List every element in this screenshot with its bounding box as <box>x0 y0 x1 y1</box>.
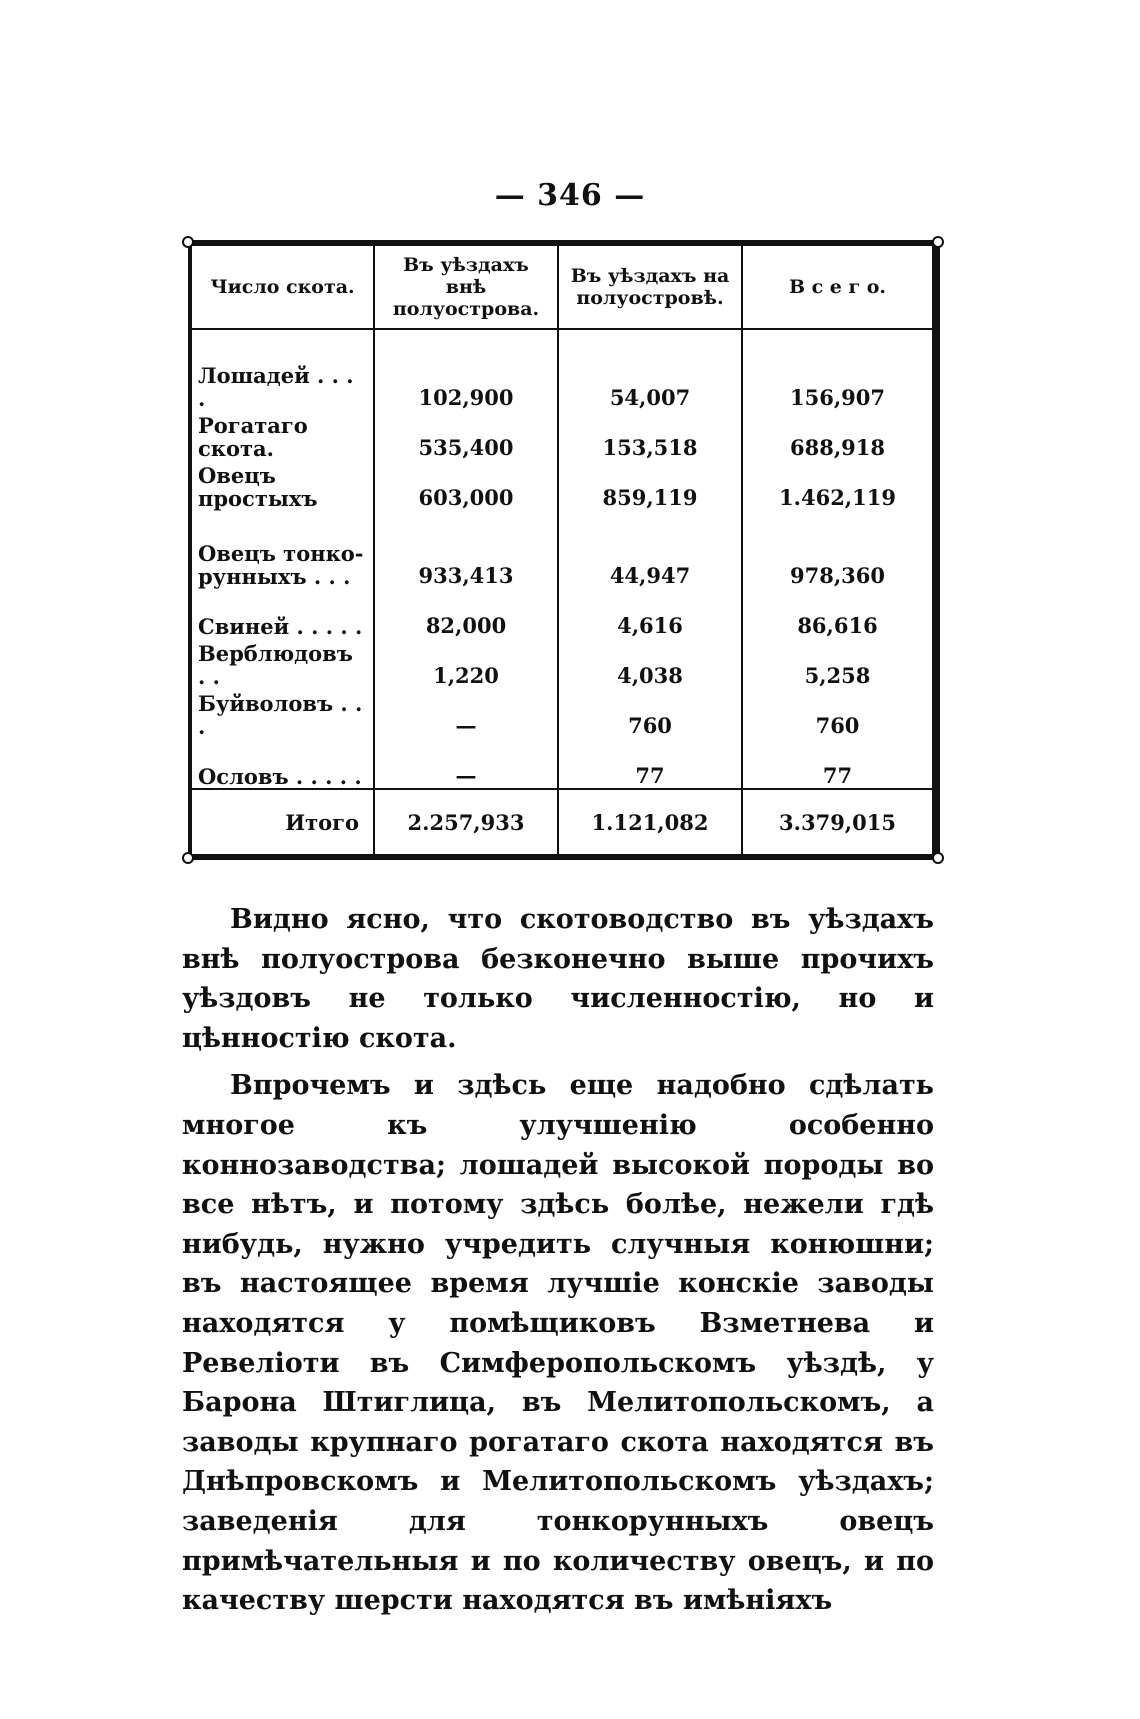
cell-peninsula: 760 <box>558 688 742 738</box>
header-livestock-count: Число скота. <box>192 246 374 329</box>
table-row <box>192 460 932 510</box>
cell-outside: 603,000 <box>374 460 558 510</box>
total-outside: 2.257,933 <box>374 789 558 854</box>
cell-outside: — <box>374 738 558 789</box>
cell-total: 86,616 <box>742 588 932 638</box>
table-row <box>192 588 932 638</box>
cell-outside: 82,000 <box>374 588 558 638</box>
cell-outside: 1,220 <box>374 638 558 688</box>
cell-peninsula: 77 <box>558 738 742 789</box>
table-row <box>192 688 932 738</box>
total-peninsula: 1.121,082 <box>558 789 742 854</box>
header-outside-peninsula: Въ уѣздахъ внѣ полуострова. <box>374 246 558 329</box>
table-header-row <box>192 246 932 329</box>
cell-total: 760 <box>742 688 932 738</box>
row-label: Лошадей . . . . <box>198 363 354 411</box>
cell-outside: — <box>374 688 558 738</box>
cell-outside: 102,900 <box>374 329 558 410</box>
row-label: Овецъ простыхъ <box>198 463 318 511</box>
cell-total: 688,918 <box>742 410 932 460</box>
total-row-label: Итого <box>192 789 374 854</box>
cell-total: 5,258 <box>742 638 932 688</box>
cell-peninsula: 44,947 <box>558 510 742 588</box>
row-label: Рогатаго скота. <box>198 413 308 461</box>
table-row <box>192 510 932 588</box>
header-on-peninsula: Въ уѣздахъ на полуостровѣ. <box>558 246 742 329</box>
cell-peninsula: 4,616 <box>558 588 742 638</box>
livestock-table-frame <box>188 240 940 860</box>
frame-corner-bottom-left <box>182 852 194 864</box>
cell-total: 1.462,119 <box>742 460 932 510</box>
cell-total: 978,360 <box>742 510 932 588</box>
cell-outside: 535,400 <box>374 410 558 460</box>
row-label: Свиней . . . . . <box>198 614 363 639</box>
table-row <box>192 738 932 789</box>
body-text <box>182 900 934 1621</box>
paragraph: Видно ясно, что скотоводство въ уѣздахъ внѣ полуострова безконечно выше прочихъ уѣздовъ не только численностію, но и цѣнностію скота. <box>182 904 934 1054</box>
cell-total: 77 <box>742 738 932 789</box>
cell-peninsula: 859,119 <box>558 460 742 510</box>
page-number: — 346 — <box>494 178 646 213</box>
livestock-table <box>192 246 932 854</box>
table-row <box>192 410 932 460</box>
header-total: В с е г о. <box>742 246 932 329</box>
row-label: Верблюдовъ . . <box>198 641 353 689</box>
cell-peninsula: 54,007 <box>558 329 742 410</box>
row-label: Овецъ тонко- рунныхъ . . . <box>198 541 364 589</box>
table-row <box>192 638 932 688</box>
row-label: Ословъ . . . . . <box>198 764 362 789</box>
cell-total: 156,907 <box>742 329 932 410</box>
table-row <box>192 329 932 410</box>
paragraph: Впрочемъ и здѣсь еще надобно сдѣлать многое къ улучшенію особенно коннозаводства; лошадей высокой породы во все нѣтъ, и потому здѣсь болѣе, нежели гдѣ нибудь, нужно учредить случныя конюшни; въ настоящее время лучшіе конскіе заводы находятся у помѣщиковъ Взметнева и Ревеліоти въ Симферопольскомъ уѣздѣ, у Барона Штиглица, въ Мелитопольскомъ, а заводы крупнаго рогатаго скота находятся въ Днѣпровскомъ и Мелитопольскомъ уѣздахъ; заведенія для тонкорунныхъ овецъ примѣчательныя и по количеству овецъ, и по качеству шерсти находятся въ имѣніяхъ <box>182 1070 934 1617</box>
frame-corner-top-left <box>182 236 194 248</box>
table-total-row <box>192 789 932 854</box>
cell-outside: 933,413 <box>374 510 558 588</box>
frame-corner-top-right <box>932 236 944 248</box>
row-label: Буйволовъ . . . <box>198 691 363 739</box>
cell-peninsula: 4,038 <box>558 638 742 688</box>
cell-peninsula: 153,518 <box>558 410 742 460</box>
total-all: 3.379,015 <box>742 789 932 854</box>
frame-corner-bottom-right <box>932 852 944 864</box>
